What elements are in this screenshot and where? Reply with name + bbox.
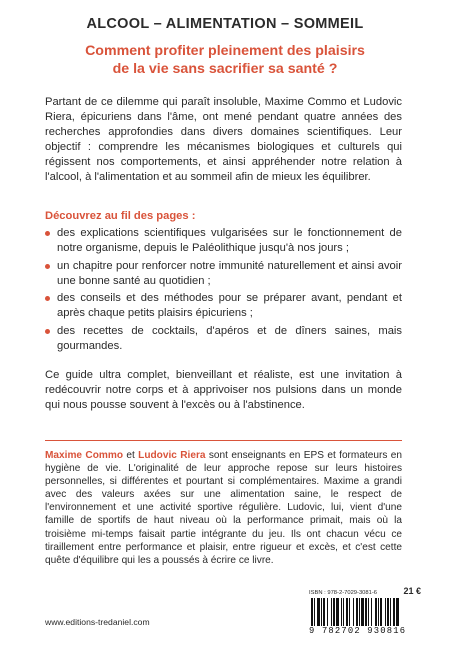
book-category-title: ALCOOL – ALIMENTATION – SOMMEIL: [86, 16, 364, 32]
discover-heading: Découvrez au fil des pages :: [45, 210, 196, 222]
author-bio-text: sont enseignants en EPS et formateurs en hygiène de vie. L'originalité de leur approche repose sur leurs histoires personnelles, si différentes et pourtant si complémentaires. Maxime a grandi avec des valeurs axées sur une alimentation saine, le respect de l'environnement et une activité sportive régulière. Ludovic, lui, vient d'une famille de sportifs de haut niveau où la performance primait, mais où la troisième mi-temps faisait partie intégrante du jeu. Ils ont chacun vécu ce tiraillement entre performance et plaisir, entre rigueur et excès, et c'est cette quête d'équilibre qui les a poussés à écrire ce livre.: [45, 450, 402, 566]
bullet-dot-icon: [45, 329, 50, 334]
author-name-2: Ludovic Riera: [138, 450, 206, 461]
section-divider: [45, 440, 402, 441]
intro-paragraph: Partant de ce dilemme qui paraît insoluble, Maxime Commo et Ludovic Riera, épicuriens dans l'âme, ont mené pendant quatre années des recherches approfondies dans divers domaines scientifiques. Leur objectif : comprendre les mécanismes biologiques et culturels qui régissent nos comportements, et ainsi appréhender notre relation à l'alcool, à l'alimentation et au sommeil afin de mieux les équilibrer.: [45, 96, 402, 183]
bullet-dot-icon: [45, 264, 50, 269]
bullet-dot-icon: [45, 231, 50, 236]
isbn-number: ISBN : 978-2-7029-3081-6: [309, 590, 377, 596]
list-item: [45, 291, 402, 321]
list-item-text: des recettes de cocktails, d'apéros et de dîners saines, mais gourmandes.: [57, 324, 402, 352]
isbn-block: [309, 586, 421, 636]
barcode-icon: [309, 598, 421, 626]
book-tagline: [40, 42, 410, 78]
list-item: [45, 226, 402, 256]
bullet-dot-icon: [45, 296, 50, 301]
list-item-text: des conseils et des méthodes pour se préparer avant, pendant et après chaque petits plaisirs épicuriens ;: [57, 292, 402, 320]
book-price: 21 €: [403, 586, 421, 596]
tagline-line-1: Comment profiter pleinement des plaisirs: [85, 43, 365, 59]
author-bio: [45, 449, 402, 567]
barcode-digits: 9 782702 930816: [309, 626, 407, 636]
publisher-website: www.editions-tredaniel.com: [45, 617, 150, 627]
author-connector: et: [122, 450, 139, 461]
list-item: [45, 324, 402, 354]
list-item-text: des explications scientifiques vulgarisées sur le fonctionnement de notre organisme, depuis le Paléolithique jusqu'à nos jours ;: [57, 227, 402, 254]
tagline-line-2: de la vie sans sacrifier sa santé ?: [112, 61, 338, 77]
conclusion-paragraph: Ce guide ultra complet, bienveillant et réaliste, est une invitation à redécouvrir notre corps et à apprivoiser nos pulsions dans un monde qui nous pousse souvent à l'excès ou à l'abstinence.: [45, 369, 402, 411]
discover-list: [45, 226, 402, 356]
list-item: [45, 259, 402, 289]
isbn-price-line: [309, 586, 421, 596]
author-name-1: Maxime Commo: [45, 450, 123, 461]
list-item-text: un chapitre pour renforcer notre immunité naturellement et ainsi avoir une bonne santé au quotidien ;: [57, 259, 402, 287]
